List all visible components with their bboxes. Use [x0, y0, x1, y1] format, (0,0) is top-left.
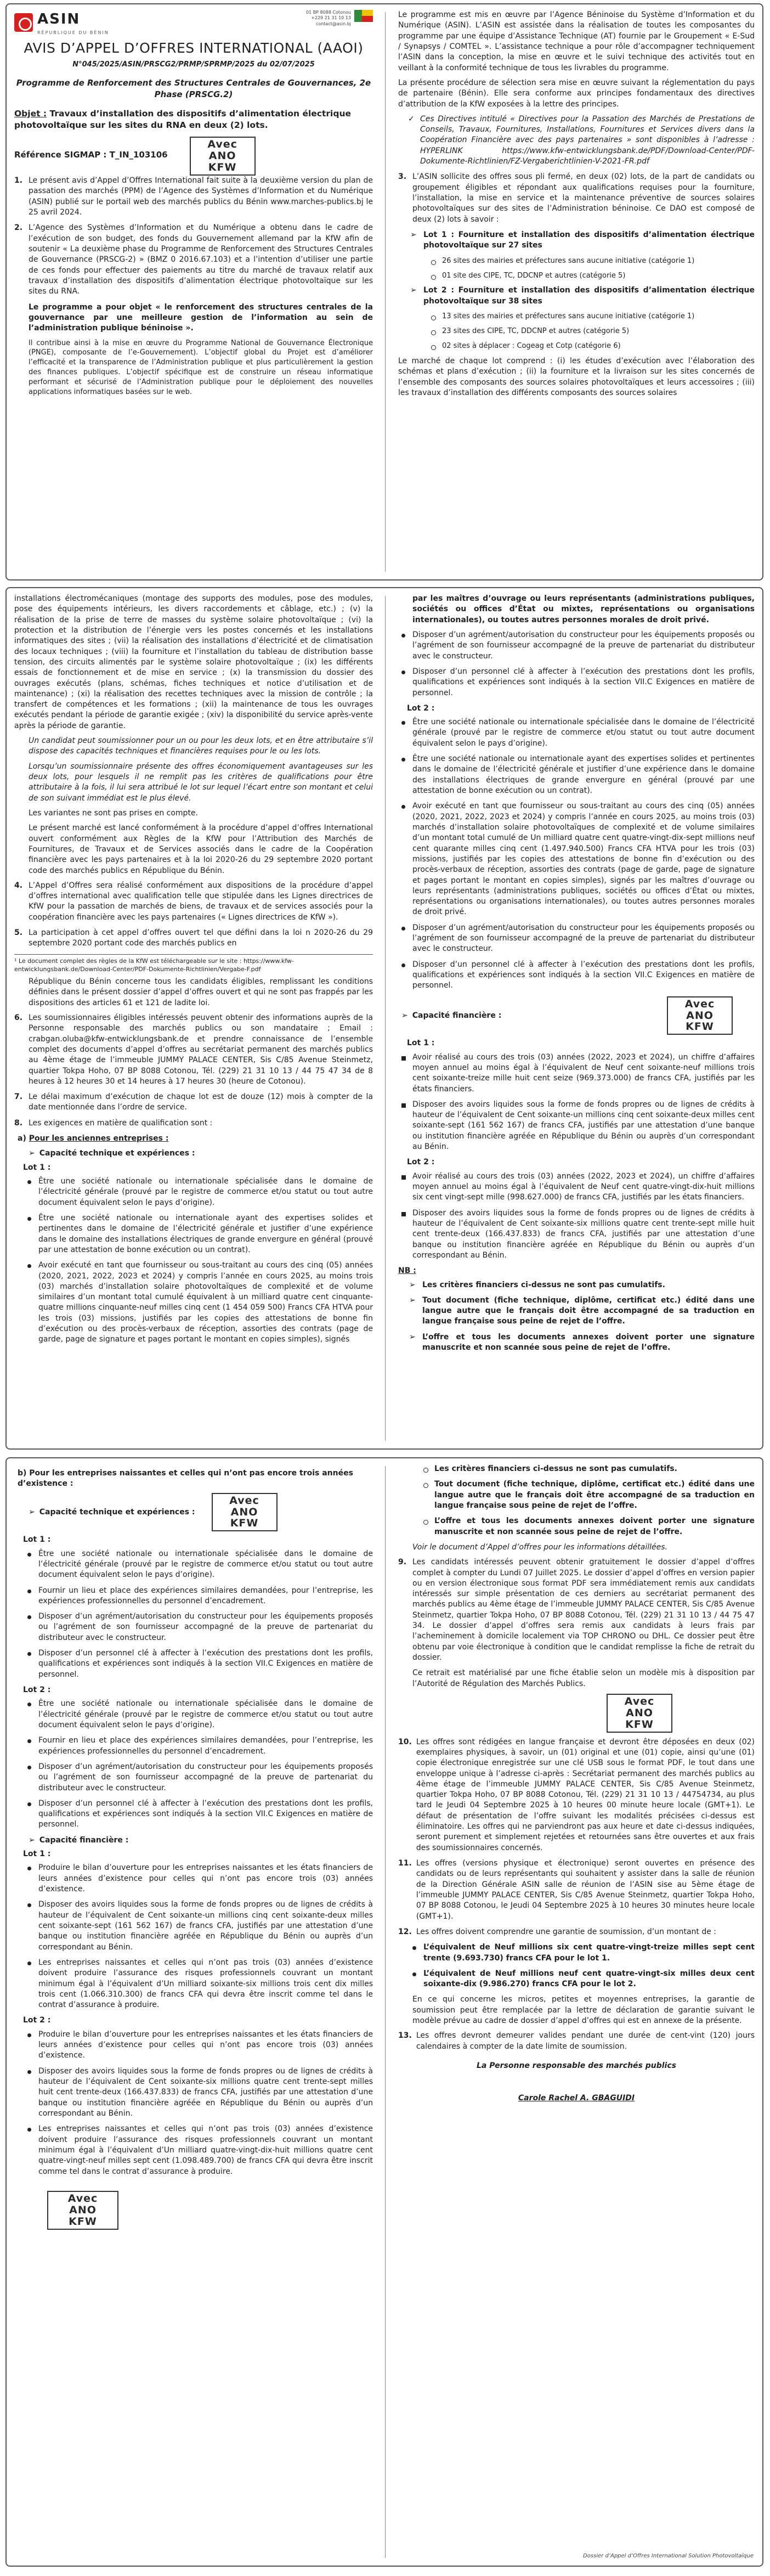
benin-flag-icon [354, 10, 373, 22]
capacity-technical-heading: ➢ Capacité technique et expériences : [29, 1508, 195, 1517]
reference-number: N°045/2025/ASIN/PRSCG2/PRMP/SPRMP/2025 du 02/07/2025 [72, 60, 315, 69]
financial-item: Produire le bilan d’ouverture pour les entreprises naissantes et les états financiers de leurs années d’existence pour celles qui n’ont pas encore trois (03) années d’existence. [24, 1863, 373, 1895]
signatory-name: Carole Rachel A. GBAGUIDI [518, 2094, 635, 2103]
requirement-item: Être une société nationale ou internationale spécialisée dans le domaine de l’électricité générale (prouvé par le registre de commerce et/ou statut ou tout autre document équivalent selon le pays d’origine). [24, 1549, 373, 1581]
item-12: 12. Les offres doivent comprendre une garantie de soumission, d’un montant de : [398, 1927, 717, 1936]
footnote: ¹ Le document complet des règles de la KfW est téléchargeable sur le site : https://www.kfw-entwicklungsbank.de/Download-Center/PDF-Dokumente-Richtlinien/Vergabe-F.pdf [14, 954, 373, 973]
capacity-technical-heading: ➢ Capacité technique et expériences : [29, 1149, 195, 1158]
lot1-item: 26 sites des mairies et préfectures sans aucune initiative (catégorie 1) [428, 256, 755, 266]
financial-item: Disposer des avoirs liquides sous la forme de fonds propres ou de lignes de crédits à hauteur de l’équivalent de Cent soixante-six millions quatre cent trente-sept mille huit cent trente-deux (166.437.833) de francs CFA, justifiés par une attestation d’une banque ou institution financière agréée en République du Bénin ou auprès d’un correspondant au Bénin. [398, 1208, 755, 1261]
market-scope: Le marché de chaque lot comprend : (i) les études d’exécution avec l’élaboration des schémas et plans d’exécution ; (ii) la fourniture et la livraison sur les sites concernés de l’ensemble des composants des sources solaires photovoltaïques et leurs accessoires ; (iii) les travaux d’installation des différents composants des sources solaires [398, 356, 755, 397]
lot2-item: 13 sites des mairies et préfectures sans aucune initiative (catégorie 1) [428, 312, 755, 322]
requirement-item: Disposer d’un agrément/autorisation du constructeur pour les équipements proposés ou l’agrément de son fournisseur accompagné de la preuve de partenariat du distributeur avec le constructeur. [398, 923, 755, 955]
requirement-item: Être une société nationale ou internationale spécialisée dans le domaine de l’électricité générale (prouvé par le registre de commerce et/ou statut ou tout autre document équivalent selon le pays d’origine). [24, 1176, 373, 1208]
signature-block [398, 2061, 755, 2104]
item-9: 9. Les candidats intéressés peuvent obtenir gratuitement le dossier d’appel d’offres complet à compter du Lundi 07 Juillet 2025. Le dossier d’appel d’offres en version papier ou en version électronique sous format PDF sera immédiatement remis aux candidats intéressés sur simple présentation de ces derniers au secrétariat permanent des marchés publics au 4ème étage de l’immeuble JUMMY PALACE CENTER, Sis C/85 Avenue Steinmetz, quartier Tokpa Hoho, 07 BP 8088 Cotonou, Tél. (229) 21 31 10 13 / 44 75 47 34. Le dossier d’appel d’offres sera remis aux candidats à leurs frais par l’acheminement à domicile localement via TOP CHRONO ou DHL. Ce dossier peut être obtenu par voie électronique à condition que le candidat remplisse la fiche de retrait du dossier. [398, 1558, 755, 1662]
ano-kfw-stamp: Avec ANO KFW [667, 996, 733, 1035]
nb-item: Les critères financiers ci-dessus ne sont pas cumulatifs. [420, 1464, 755, 1474]
procedure-statement: La présente procédure de sélection sera mise en œuvre suivant la réglementation du pays de partenaire (Bénin). Elle sera conforme aux principes fondamentaux des directives d’attribution de la KfW exposées à la lettre des principes. [398, 78, 755, 109]
panel-qualifications [5, 587, 763, 1450]
lot2-label: Lot 2 : [23, 1686, 51, 1695]
financial-item: Disposer des avoirs liquides sous la forme de fonds propres ou de lignes de crédits à hauteur de l’équivalent de Cent soixante-un millions cinq cent soixante-deux milles cent soixante-sept (161 562 167) de francs CFA, justifiés par une attestation d’une banque ou institution financière agréée en République du Bénin ou auprès d’un correspondant au Bénin. [24, 1899, 373, 1953]
item-3: 3. L’ASIN sollicite des offres sous pli fermé, en deux (02) lots, de la part de candidats ou groupement éligibles et répondant aux qualifications requises pour la fourniture, l’installation, la mise en service et la maintenance préventive de sources solaires photovoltaïques sur des sites de l’Administration béninoise. Ce DAO est composé de deux (2) lots à savoir : [398, 172, 755, 224]
panel-qualifications-right [398, 594, 755, 1443]
capacity-financial-heading: ➢ Capacité financière : [401, 1011, 502, 1021]
requirement-item: Fournir un lieu et place des expériences similaires demandées, pour l’entreprise, les expériences professionnelles du personnel d’encadrement. [24, 1586, 373, 1607]
item-11: 11. Les offres (versions physique et électronique) seront ouvertes en présence des candidats ou de leurs représentants qui souhaitent y assister dans la salle de réunion de la Direction Générale ASIN salle de réunion de l’ASIN sise au 5ème étage de l’immeuble JUMMY PALACE CENTER, Sis C/85 Avenue Steinmetz, quartier Tokpa Hoho, 07 BP 8088 Cotonou, le Jeudi 04 Septembre 2025 à 10 heures 30 minutes heure locale (GMT+1). [398, 1859, 755, 1921]
panel-new-companies [5, 1457, 763, 2567]
programme-implementation: Le programme est mis en œuvre par l’Agence Béninoise du Système d’Information et du Numérique (ASIN). L’ASIN est assistée dans la réalisation de toutes les composantes du programme par une équipe d’Assistance Technique (AT) fournie par le Groupement « E-Sud / Synapsys / COMTEL ». L’assistance technique a pour rôle d’accompagner techniquement l’ASIN dans la conception, la mise en œuvre et le suivi technique des activités tout en veillant à la conformité technique de tous les livrables du programme. [398, 10, 755, 72]
retrait-note: Ce retrait est matérialisé par une fiche établie selon un modèle mis à disposition par l’Autorité de Régulation des Marchés Publics. [412, 1669, 755, 1688]
contact-block [306, 10, 351, 27]
nb-item: Tout document (fiche technique, diplôme, certificat etc.) édité dans une langue autre que le français doit être accompagné de sa traduction en langue française sous peine de rejet de l’offre. [420, 1479, 755, 1511]
logo-subtitle: RÉPUBLIQUE DU BÉNIN [37, 30, 109, 35]
lot2-title: ➢ Lot 2 : Fourniture et installation des dispositifs d’alimentation électrique photovoltaïque sur 38 sites [409, 285, 755, 307]
page-title: AVIS D’APPEL D’OFFRES INTERNATIONAL (AAOI) [24, 40, 364, 56]
lot2-label: Lot 2 : [407, 1158, 435, 1167]
requirement-item: Disposer d’un agrément/autorisation du constructeur pour les équipements proposés ou l’agrément de son fournisseur accompagné de la preuve de partenariat du distributeur avec le constructeur. [24, 1762, 373, 1794]
nb-label: NB : [398, 1266, 416, 1276]
lot2-item: 23 sites des CIPE, TC, DDCNP et autres (catégorie 5) [428, 326, 755, 336]
ano-kfw-stamp: Avec ANO KFW [47, 2191, 118, 2230]
programme-objective: Le programme a pour objet « le renforcement des structures centrales de la gouvernance par une meilleure gestion de l’information au sein de l’administration publique béninoise ». [29, 302, 373, 333]
guarantee-note: En ce qui concerne les micros, petites et moyennes entreprises, la garantie de soumission peut être remplacée par la lettre de déclaration de garantie suivant le modèle prévue au cadre de dossier d’appel d’offres qui est en annexe de la présente. [412, 1995, 755, 2026]
requirement-item: Être une société nationale ou internationale ayant des expertises solides et pertinentes dans le domaine de l’électricité générale et justifier d’une expérience dans le domaine des installations électriques de grande envergure en général (prouvé par une attestation de bonne exécution ou un contrat). [24, 1213, 373, 1255]
programme-name: Programme de Renforcement des Structures Centrales de Gouvernances, 2e Phase (PRSCG.2) [16, 78, 371, 100]
kfw-directives: ✓ Ces Directives intitulé « Directives pour la Passation des Marchés de Prestations de Conseils, Travaux, Fournitures, Installations, Fournitures et Services divers dans la Coopération Financière avec des pays partenaires » sont disponibles à l’adresse : HYPERLINK https://www.kfw-entwicklungsbank.de/PDF/Download-Center/PDF-Dokumente-Richtlinien/FZ-Vergaberichtlinien-V-2021-FR.pdf [406, 114, 755, 167]
guarantee-item: L’équivalent de Neuf millions neuf cent quatre-vingt-six milles deux cent soixante-dix (9.986.270) francs CFA pour le lot 2. [409, 1969, 755, 1990]
ano-kfw-stamp: Avec ANO KFW [607, 1694, 672, 1733]
financial-item: Avoir réalisé au cours des trois (03) années (2022, 2023 et 2024), un chiffre d’affaires moyen annuel au moins égal à l’équivalent de Neuf cent quatre-vingt-dix-huit millions six cent vingt-sept mille (998.627.000) de francs CFA, justifiés par les états financiers. [398, 1171, 755, 1203]
signatory-title: La Personne responsable des marchés publics [477, 2061, 676, 2071]
logo-text: ASIN [37, 11, 81, 27]
objet-text: Travaux d’installation des dispositifs d’alimentation électrique photovoltaïque sur les sites du RNA en deux (2) lots. [14, 108, 352, 131]
nb-item: L’offre et tous les documents annexes doivent porter une signature manuscrite et non scannée sous peine de rejet de l’offre. [420, 1516, 755, 1537]
see-document-note: Voir le document d’Appel d’offres pour les informations détaillées. [412, 1542, 667, 1552]
footer: Dossier d’Appel d’Offres International Solution Photovoltaïque [583, 2553, 754, 2560]
section-b: b) Pour les entreprises naissantes et celles qui n’ont pas encore trois années d’existence : [18, 1469, 353, 1489]
procedure-note: Le présent marché est lancé conformément à la procédure d’appel d’offres International ouvert conformément aux Règles de la KfW pour l’Attribution des Marchés de Fournitures, de Travaux et de Services associés dans le cadre de la Coopération financière avec les pays partenaires et à la loi 2020-26 du 29 septembre 2020 portant code des marchés publics en République du Bénin. [29, 824, 373, 875]
lot1-label: Lot 1 : [23, 1163, 51, 1172]
panel-intro-right [398, 10, 755, 574]
requirement-item: Disposer d’un personnel clé à affecter à l’exécution des prestations dont les profils, qualifications et expériences sont indiqués à la section VII.C Exigences en matière de personnel. [398, 667, 755, 698]
nb-item: ➢ Tout document (fiche technique, diplôme, certificat etc.) édité dans une langue autre que le français doit être accompagné de sa traduction en langue française sous peine de rejet de l’offre. [408, 1295, 755, 1327]
lot1-title: ➢ Lot 1 : Fourniture et installation des dispositifs d’alimentation électrique photovoltaïque sur 27 sites [409, 230, 755, 251]
contact-phone: +229 21 31 10 13 [311, 15, 351, 21]
item-13: 13. Les offres devront demeurer valides pendant une durée de cent-vint (120) jours calendaires à compter de la date limite de soumission. [398, 2031, 755, 2051]
variants-note: Les variantes ne sont pas prises en compte. [29, 808, 198, 818]
financial-item: Les entreprises naissantes et celles qui n’ont pas trois (03) années d’existence doivent produire l’assurance des risques professionnels couvrant un montant minimum égal à l’équivalent d’Un milliard quatre-vingt-dix-huit millions quatre cent quatre-vingt-neuf milles sept cent (1.098.489.700) de francs CFA qui devra être inscrit comme tel dans le contrat d’assurance à produire. [24, 2124, 373, 2177]
lot2-label: Lot 2 : [23, 2016, 51, 2025]
sigmap-reference: Référence SIGMAP : T_IN_103106 [14, 150, 168, 160]
panel-qualifications-left [14, 594, 373, 1443]
panel-new-companies-left [14, 1464, 373, 2560]
objet [14, 108, 373, 132]
asin-logo [14, 10, 109, 36]
item-10: 10. Les offres sont rédigées en langue française et devront être déposées en deux (02) exemplaires physiques, à savoir, un (01) original et une (01) copie, ainsi qu’une (01) copie électronique enregistrée sur une clé USB sous le format PDF, le tout dans une enveloppe unique à l’adresse ci-après : Secrétariat permanent des marchés publics au 4ème étage de l’immeuble JUMMY PALACE CENTER, Sis C/85 Avenue Steinmetz, quartier Tokpa Hoho, 07 BP 8088 Cotonou, Tél. (229) 21 31 10 13 / 44754734, au plus tard le Jeudi 04 Septembre 2025 à 10 heures 00 minute heure locale (GMT+1). Le défaut de présentation de l’offre suivant les modalités précisées ci-dessus est éliminatoire. Les offres qui ne parviendront pas aux heure et date ci-dessus indiquées, seront purement et simplement rejetées et retournées sans être ouvertes et aux frais des soumissionnaires concernés. [398, 1737, 755, 1852]
item-1: 1. Le présent avis d’Appel d’Offres International fait suite à la deuxième version du plan de passation des marchés (PPM) de l’Agence des Systèmes d’Information et du Numérique (ASIN) publié sur le portail web des marchés publics du Bénin www.marches-publics.bj le 25 avril 2024. [14, 176, 373, 217]
item-5: 5. La participation à cet appel d’offres ouvert tel que défini dans la loi n 2020-26 du 29 septembre 2020 portant code des marchés publics en [14, 928, 373, 948]
lot2-item: 02 sites à déplacer : Cogeag et Cotp (catégorie 6) [428, 341, 755, 351]
item-6: 6. Les soumissionnaires éligibles intéressés peuvent obtenir des informations auprès de la Personne responsable des marchés publics ou son mandataire ; Email : crabgan.oluba@kfw-entwicklungsbank.de et prendre connaissance de l’ensemble complet des documents d’appel d’offres au secrétariat permanent des marchés publics au 4ème étage de l’immeuble JUMMY PALACE CENTER, Sis C/85 Avenue Steinmetz, quartier Tokpa Hoho, 07 BP 8088 Cotonou, Tél. (229) 21 31 10 13 / 44 75 47 34 de 8 heures à 12 heures 30 et 14 heures à 17 heures 30 (heure de Cotonou). [14, 1013, 373, 1086]
programme-context: Il contribue ainsi à la mise en œuvre du Programme National de Gouvernance Électronique (PNGE), composante de l’e-Gouvernement). L’objectif global du Projet est d’améliorer l’efficacité et la transparence de l’Administration publique et plus particulièrement la gestion des finances publiques. L’objectif spécifique est de construire un réseau informatique performant et sécurisé de l’Administration publique pour le déploiement des nouvelles applications informatiques basées sur le web. [29, 339, 373, 397]
candidate-note: Un candidat peut soumissionner pour un ou pour les deux lots, et en être attributaire s’il dispose des capacités techniques et financières requises pour le ou les lots. [29, 736, 373, 756]
guarantee-item: L’équivalent de Neuf millions six cent quatre-vingt-treize milles sept cent trente (9.693.730) francs CFA pour le lot 1. [409, 1942, 755, 1964]
financial-item: Produire le bilan d’ouverture pour les entreprises naissantes et les états financiers de leurs années d’existence pour celles qui n’ont pas encore trois (03) années d’existence. [24, 2030, 373, 2061]
lot1-label: Lot 1 : [23, 1535, 51, 1545]
section-a: a) Pour les anciennes entreprises : [18, 1134, 169, 1143]
requirement-item: Être une société nationale ou internationale ayant des expertises solides et pertinentes dans le domaine de l’électricité générale et justifier d’une expérience dans le domaine des installations électriques de grande envergure en général (prouvé par une attestation de bonne exécution ou un contrat). [398, 754, 755, 796]
capacity-financial-heading: ➢ Capacité financière : [29, 1835, 129, 1845]
requirement-item: Disposer d’un agrément/autorisation du constructeur pour les équipements proposés ou l’agrément de son fournisseur accompagné de la preuve de partenariat du distributeur avec le constructeur. [24, 1611, 373, 1643]
financial-item: Les entreprises naissantes et celles qui n’ont pas trois (03) années d’existence doivent produire l’assurance des risques professionnels couvrant un montant minimum égal à l’équivalent d’Un milliard soixante-six millions trois cent dix milles trois cent (1.066.310.300) de francs CFA qui devra être inscrit comme tel dans le contrat d’assurance à produire. [24, 1958, 373, 2011]
contact-email: contact@asin.bj [315, 21, 351, 26]
panel-new-companies-right [398, 1464, 755, 2560]
contact-address: 01 BP 8088 Cotonou [305, 10, 351, 15]
requirement-item: Être une société nationale ou internationale spécialisée dans le domaine de l’électricité générale (prouvé par le registre de commerce et/ou statut ou tout autre document équivalent selon le pays d’origine). [398, 717, 755, 749]
requirement-item: Avoir exécuté en tant que fournisseur ou sous-traitant au cours des cinq (05) années (2020, 2021, 2022, 2023 et 2024) y compris l’année en cours 2025, au moins trois (03) marchés d’installation solaire photovoltaïques de complexité et de volume similaires d’un montant total cumulé de Un milliard quatre cent quatre-vingt-dix-sept millions neuf cent quarante milles cinq cent (1.497.940.500) Francs CFA HTVA pour les trois (03) missions, justifiés par les copies des attestations de bonne fin d’exécution ou des procès-verbaux de réception, assorties des contrats (page de garde, page de signature et pages portant le montant en copies simples), signés par les maîtres d’ouvrage ou leurs représentants (administrations publiques, sociétés ou offices d’État ou mixtes, représentations ou organisations internationales), ou toutes autres personnes morales de droit privé. [398, 801, 755, 917]
requirement-item: Disposer d’un personnel clé à affecter à l’exécution des prestations dont les profils, qualifications et expériences sont indiqués à la section VII.C Exigences en matière de personnel. [24, 1799, 373, 1830]
item-2: 2. L’Agence des Systèmes d’Information et du Numérique a obtenu dans le cadre de l’exécution de son budget, des fonds du Gouvernement allemand par la KfW afin de soutenir « La deuxième phase du Programme de Renforcement des Structures Centrales de Gouvernance (PRSCG-2) » (BMZ 0 2016.67.103) et a l’intention d’utiliser une partie de ces fonds pour effectuer des paiements au titre du marché de travaux relatif aux travaux d’installation des dispositifs d’alimentation électrique photovoltaïque sur les sites du RNA. [14, 223, 373, 296]
lot1-item: 01 site des CIPE, TC, DDCNP et autres (catégorie 5) [428, 271, 755, 281]
panel-intro [5, 3, 763, 580]
lot2-label: Lot 2 : [407, 703, 435, 713]
financial-item: Disposer des avoirs liquides sous la forme de fonds propres ou de lignes de crédits à hauteur de l’équivalent de Cent soixante-six millions quatre cent trente-sept milles huit cent trente-deux (166.437.833) de francs CFA, justifiés par une attestation d’une banque ou institution financière agréée en République du Bénin ou auprès d’un correspondant au Bénin. [24, 2066, 373, 2120]
requirement-item: Disposer d’un personnel clé à affecter à l’exécution des prestations dont les profils, qualifications et expériences sont indiqués à la section VII.C Exigences en matière de personnel. [24, 1648, 373, 1680]
requirement-continued: par les maîtres d’ouvrage ou leurs représentants (administrations publiques, sociétés ou offices d’État ou mixtes, représentations ou organisations internationales), ou toutes autres personnes morales de droit privé. [412, 594, 755, 624]
requirement-item: Disposer d’un agrément/autorisation du constructeur pour les équipements proposés ou l’agrément de son fournisseur accompagné de la preuve de partenariat du distributeur avec le constructeur. [398, 630, 755, 662]
financial-item: Avoir réalisé au cours des trois (03) années (2022, 2023 et 2024), un chiffre d’affaires moyen annuel au moins égal à l’équivalent de Neuf cent soixante-neuf millions trois cent soixante-treize mille huit cent seize (969.373.000) de francs CFA, justifiés par les états financiers. [398, 1052, 755, 1095]
item-8: 8. Les exigences en matière de qualification sont : [14, 1118, 213, 1128]
scope-continued: installations électromécaniques (montage des supports des modules, pose des modules, pose des équipements intérieurs, les divers raccordements et câblage, etc.) ; (v) la réalisation de la prise de terre de masses du système solaire photovoltaïque ; (vi) la protection et la distribution de l’énergie vers les postes concernés et les installations informatiques des sites ; (vii) la réalisation des installations d’électricité et de climatisation des locaux techniques ; (viii) la fourniture et l’installation du tableau de distribution basse tension, des circuits alimentés par le système solaire photovoltaïque ; (ix) les différents essais de fonctionnement et de mise en service ; (x) la transmission du dossier des ouvrages exécutés (plans, schémas, fiches techniques et notice d’utilisation et de maintenance) ; (xi) la réalisation des recettes techniques avec la mission de contrôle ; la transfert de compétences et les formations ; (xii) la maintenance de tous les ouvrages exécutés pendant la période de garantie exigée ; (xiv) la disponibilité du service après-vente après la période de garantie. [14, 594, 373, 730]
requirement-item: Disposer d’un personnel clé à affecter à l’exécution des prestations dont les profils, qualifications et expériences sont indiqués à la section VII.C Exigences en matière de personnel. [398, 960, 755, 991]
requirement-item: Être une société nationale ou internationale spécialisée dans le domaine de l’électricité générale (prouvé par le registre de commerce et/ou statut ou tout autre document équivalent selon le pays d’origine). [24, 1699, 373, 1731]
panel-intro-left [14, 10, 373, 574]
requirement-item: Avoir exécuté en tant que fournisseur ou sous-traitant au cours des cinq (05) années (2020, 2021, 2022, 2023 et 2024) y compris l’année en cours 2025, au moins trois (03) marchés d’installation solaire photovoltaïques de complexité et de volume similaires d’un montant total cumulé équivalent à un milliard quatre cent cinquante-quatre millions cinquante-neuf milles cinq cent (1 454 059 500) Francs CFA HTVA pour les trois (03) missions, justifiés par les copies des attestations de bonne fin d’exécution ou des procès-verbaux de réception, assorties des contrats (page de garde, page de signature et pages portant le montant en copies simples), signés [24, 1260, 373, 1345]
ano-kfw-stamp: Avec ANO KFW [190, 137, 256, 176]
item-4: 4. L’Appel d’Offres sera réalisé conformément aux dispositions de la procédure d’appel d’offres international avec qualification telle que stipulée dans les Lignes directrices de KfW pour la passation de marchés de biens, de travaux et de services associés pour la coopération financière avec les pays partenaires (« Lignes directrices de KfW »). [14, 881, 373, 922]
objet-label: Objet : [14, 108, 47, 119]
item-7: 7. Le délai maximum d’exécution de chaque lot est de douze (12) mois à compter de la date mentionnée dans l’ordre de service. [14, 1092, 373, 1112]
lot1-label: Lot 1 : [407, 1039, 435, 1048]
financial-item: Disposer des avoirs liquides sous la forme de fonds propres ou de lignes de crédits à hauteur de l’équivalent de Cent soixante-un millions cinq cent soixante-deux milles cent soixante-sept (161 562 167) de francs CFA, justifiés par une attestation d’une banque ou institution financière agréée en République du Bénin ou auprès d’un correspondant au Bénin. [398, 1100, 755, 1153]
asin-logo-icon [14, 13, 33, 32]
header [14, 10, 373, 36]
lot1-label: Lot 1 : [23, 1850, 51, 1859]
ano-kfw-stamp: Avec ANO KFW [212, 1493, 278, 1532]
nb-item: ➢ Les critères financiers ci-dessus ne sont pas cumulatifs. [408, 1280, 755, 1290]
nb-item: ➢ L’offre et tous les documents annexes doivent porter une signature manuscrite et non scannée sous peine de rejet de l’offre. [408, 1332, 755, 1354]
eligibility-note: République du Bénin concerne tous les candidats éligibles, remplissant les conditions définies dans le présent dossier d’appel d’offres ouvert et qui ne sont pas frappés par les dispositions des articles 61 et 121 de ladite loi. [29, 977, 373, 1007]
award-rule: Lorsqu’un soumissionnaire présente des offres économiquement avantageuses sur les deux lots, pour lesquels il ne remplit pas les critères de qualifications pour être attributaire à la fois, il lui sera attribué le lot sur lequel l’écart entre son montant et celui de son suivant immédiat est le plus élevé. [29, 762, 373, 803]
requirement-item: Fournir en lieu et place des expériences similaires demandées, pour l’entreprise, les expériences professionnelles du personnel d’encadrement. [24, 1735, 373, 1757]
